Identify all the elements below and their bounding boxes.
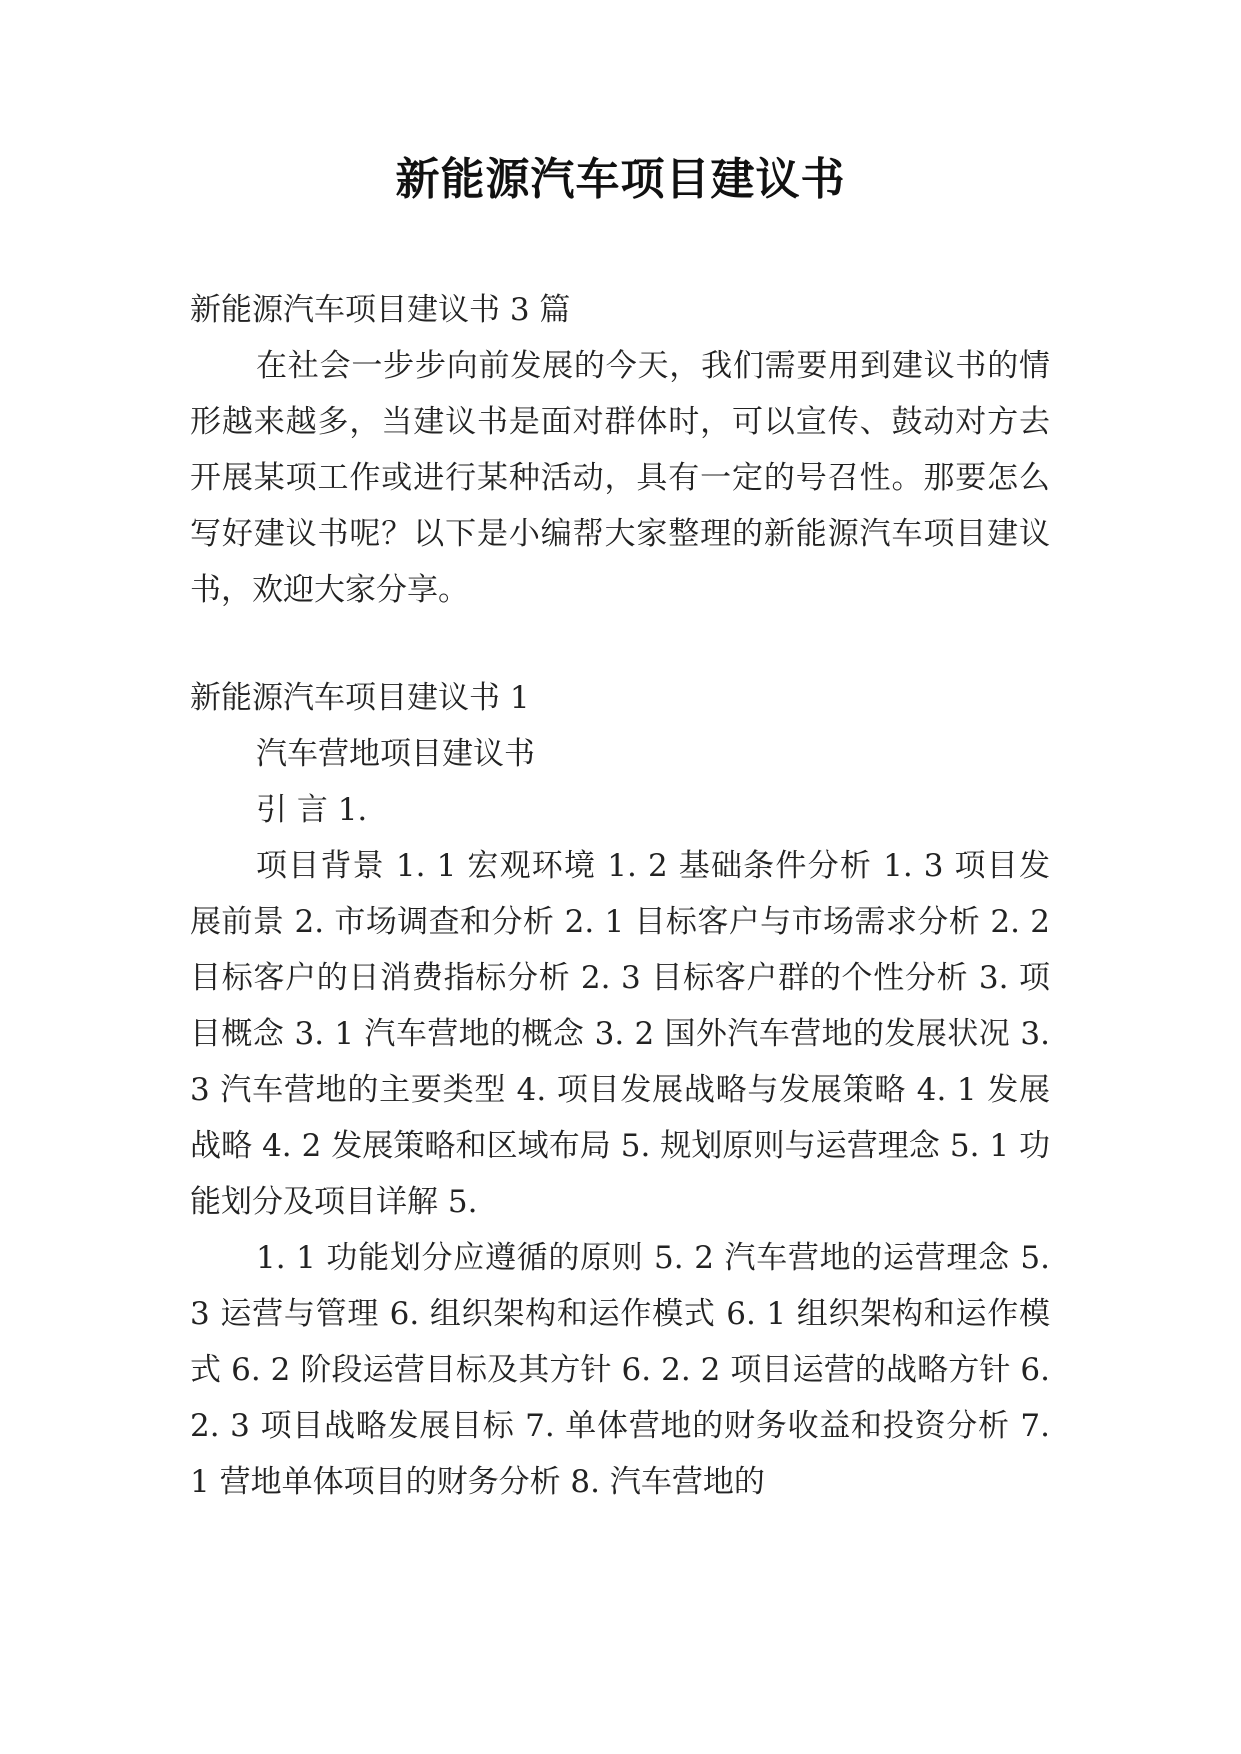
section-subheading: 汽车营地项目建议书 bbox=[256, 736, 535, 772]
document-title: 新能源汽车项目建议书 bbox=[395, 154, 846, 205]
intro-paragraph: 在社会一步步向前发展的今天，我们需要用到建议书的情形越来越多，当建议书是面对群体时，可以宣传、鼓动对方去开展某项工作或进行某种活动，具有一定的号召性。那要怎么写好建议书呢？以下是小编帮大家整理的新能源汽车项目建议书，欢迎大家分享。 bbox=[190, 348, 1050, 608]
outline-paragraph-continued: 1. 1 功能划分应遵循的原则 5. 2 汽车营地的运营理念 5. 3 运营与管理 6. 组织架构和运作模式 6. 1 组织架构和运作模式 6. 2 阶段运营目标及其方针 6. 2. 2 项目运营的战略方针 6. 2. 3 项目战略发展目标 7. 单体营地的财务收益和投资分析 7. 1 营地单体项目的财务分析 8. 汽车营地的 bbox=[190, 1240, 1050, 1500]
document-subtitle: 新能源汽车项目建议书 3 篇 bbox=[190, 292, 571, 328]
section-spacer bbox=[190, 618, 1050, 670]
section-heading: 新能源汽车项目建议书 1 bbox=[190, 680, 530, 716]
introduction-line: 引 言 1. bbox=[256, 792, 368, 828]
outline-paragraph: 项目背景 1. 1 宏观环境 1. 2 基础条件分析 1. 3 项目发展前景 2. 市场调查和分析 2. 1 目标客户与市场需求分析 2. 2 目标客户的日消费指标分析 2. 3 目标客户群的个性分析 3. 项目概念 3. 1 汽车营地的概念 3. 2 国外汽车营地的发展状况 3. 3 汽车营地的主要类型 4. 项目发展战略与发展策略 4. 1 发展战略 4. 2 发展策略和区域布局 5. 规划原则与运营理念 5. 1 功能划分及项目详解 5. bbox=[190, 848, 1050, 1220]
document-body bbox=[190, 282, 1050, 1510]
